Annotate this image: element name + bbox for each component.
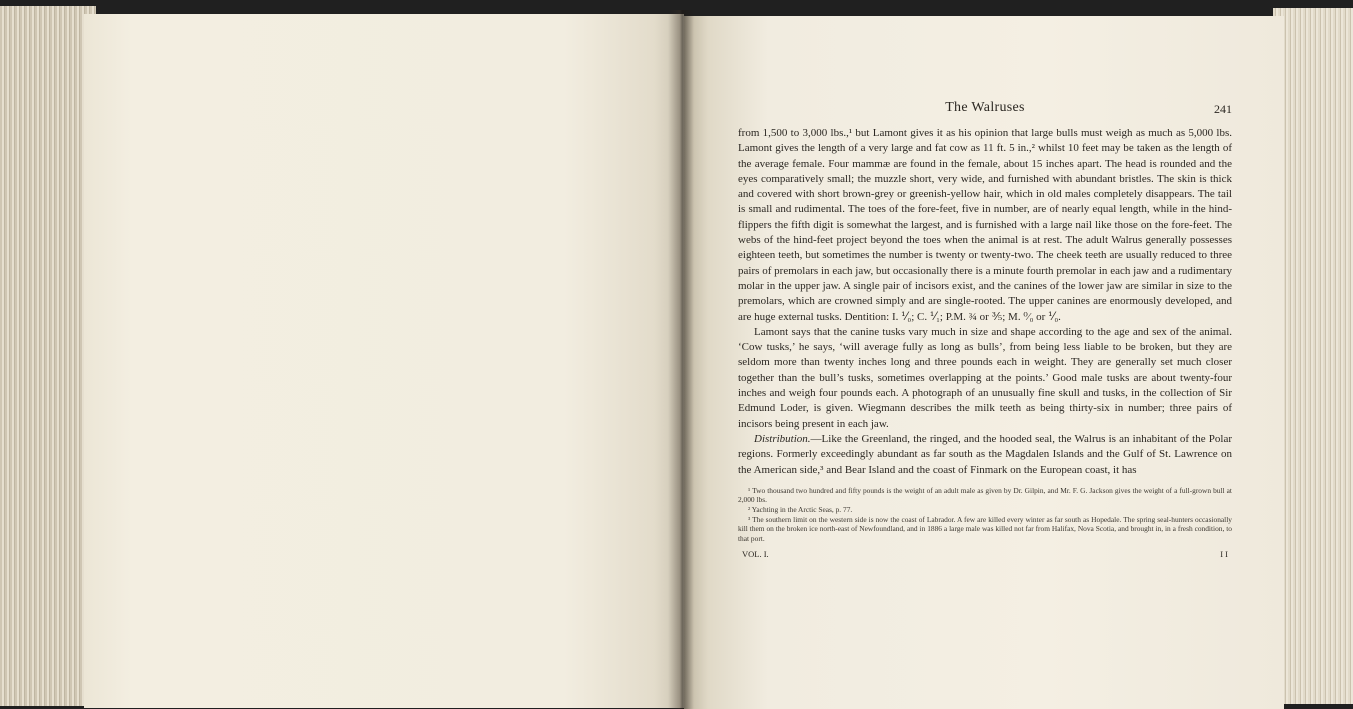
page-number: 241: [1214, 102, 1232, 116]
book-gutter: [668, 10, 694, 709]
footnotes: [738, 486, 1232, 544]
footnote-1: ¹ Two thousand two hundred and fifty pounds is the weight of an adult male as given by Dr. Gilpin, and Mr. F. G. Jackson gives the weight of a full-grown bull at 2,000 lbs.: [738, 485, 1232, 505]
gathering-signature: I I: [1220, 549, 1228, 560]
left-page-blank: [84, 14, 684, 708]
footnote-2: ² Yachting in the Arctic Seas, p. 77.: [748, 505, 853, 515]
volume-signature: VOL. I.: [742, 549, 769, 560]
page-text-block: [738, 96, 1232, 563]
paragraph-2: Lamont says that the canine tusks vary much in size and shape according to the age and sex of the animal. ‘Cow tusks,’ he says, ‘will average fully as long as bulls’, from being less liable to be broken, but they are seldom more than twenty inches long and three pounds each in weight. They are generally set much closer together than the bull’s tusks, sometimes overlapping at the points.’ Good male tusks are about twenty-four inches and weigh four pounds each. A photograph of an unusually fine skull and tusks, in the collection of Sir Edmund Loder, is given. Wiegmann describes the milk teeth as being thirty-six in number; three pairs of incisors being present in each jaw.: [738, 325, 1232, 430]
distribution-text: —Like the Greenland, the ringed, and the hooded seal, the Walrus is an inhabitant of the Polar regions. Formerly exceedingly abundant as far south as the Magdalen Islands and the Gulf of St. Lawrence on the American side,³ and Bear Island and the coast of Finmark on the European coast, it has: [738, 432, 1232, 476]
paragraph-distribution: [738, 432, 1232, 478]
right-page-edges: [1273, 8, 1353, 704]
footnote-3: ³ The southern limit on the western side is now the coast of Labrador. A few are killed every winter as far south as Hopedale. The spring seal-hunters occasionally kill them on the broken ice north-east of Newfoundland, and in 1886 a large male was killed not far from Halifax, Nova Scotia, and brought in, in a fresh condition, to that port.: [738, 514, 1232, 543]
paragraph-1: from 1,500 to 3,000 lbs.,¹ but Lamont gives it as his opinion that large bulls must weigh as much as 5,000 lbs. Lamont gives the length of a very large and fat cow as 11 ft. 5 in.,² whilst 10 feet may be taken as the length of the average female. Four mammæ are found in the female, about 15 inches apart. The head is rounded and the eyes comparatively small; the muzzle short, very wide, and furnished with abundant bristles. The skin is thick and covered with short brown-grey or greenish-yellow hair, which in old males completely disappears. The tail is small and rudimental. The toes of the fore-feet, five in number, are of nearly equal length, while in the hind-flippers the fifth digit is somewhat the largest, and is furnished with a large nail like those on the fore-feet. The webs of the hind-feet project beyond the toes when the animal is at rest. The adult Walrus generally possesses eighteen teeth, but sometimes the number is twenty or twenty-two. The cheek teeth are usually reduced to three pairs of premolars in each jaw, but occasionally there is a minute fourth premolar in each jaw and a rudimentary molar in the upper jaw. A single pair of incisors exist, and the canines of the lower jaw are similar in size to the premolars, which are crowned simply and are single-rooted. The upper canines are enormously developed, and are huge external tusks. Dentition: I. ⅟₀; C. ⅟₁; P.M. ¾ or ⅗; M. ⁰⁄₀ or ⅟₀.: [738, 127, 1232, 323]
left-page-edges: [0, 6, 96, 706]
page-header: [738, 96, 1232, 120]
distribution-heading: Distribution.: [754, 432, 811, 445]
signature-line: [738, 547, 1232, 562]
running-title: The Walruses: [945, 100, 1025, 115]
